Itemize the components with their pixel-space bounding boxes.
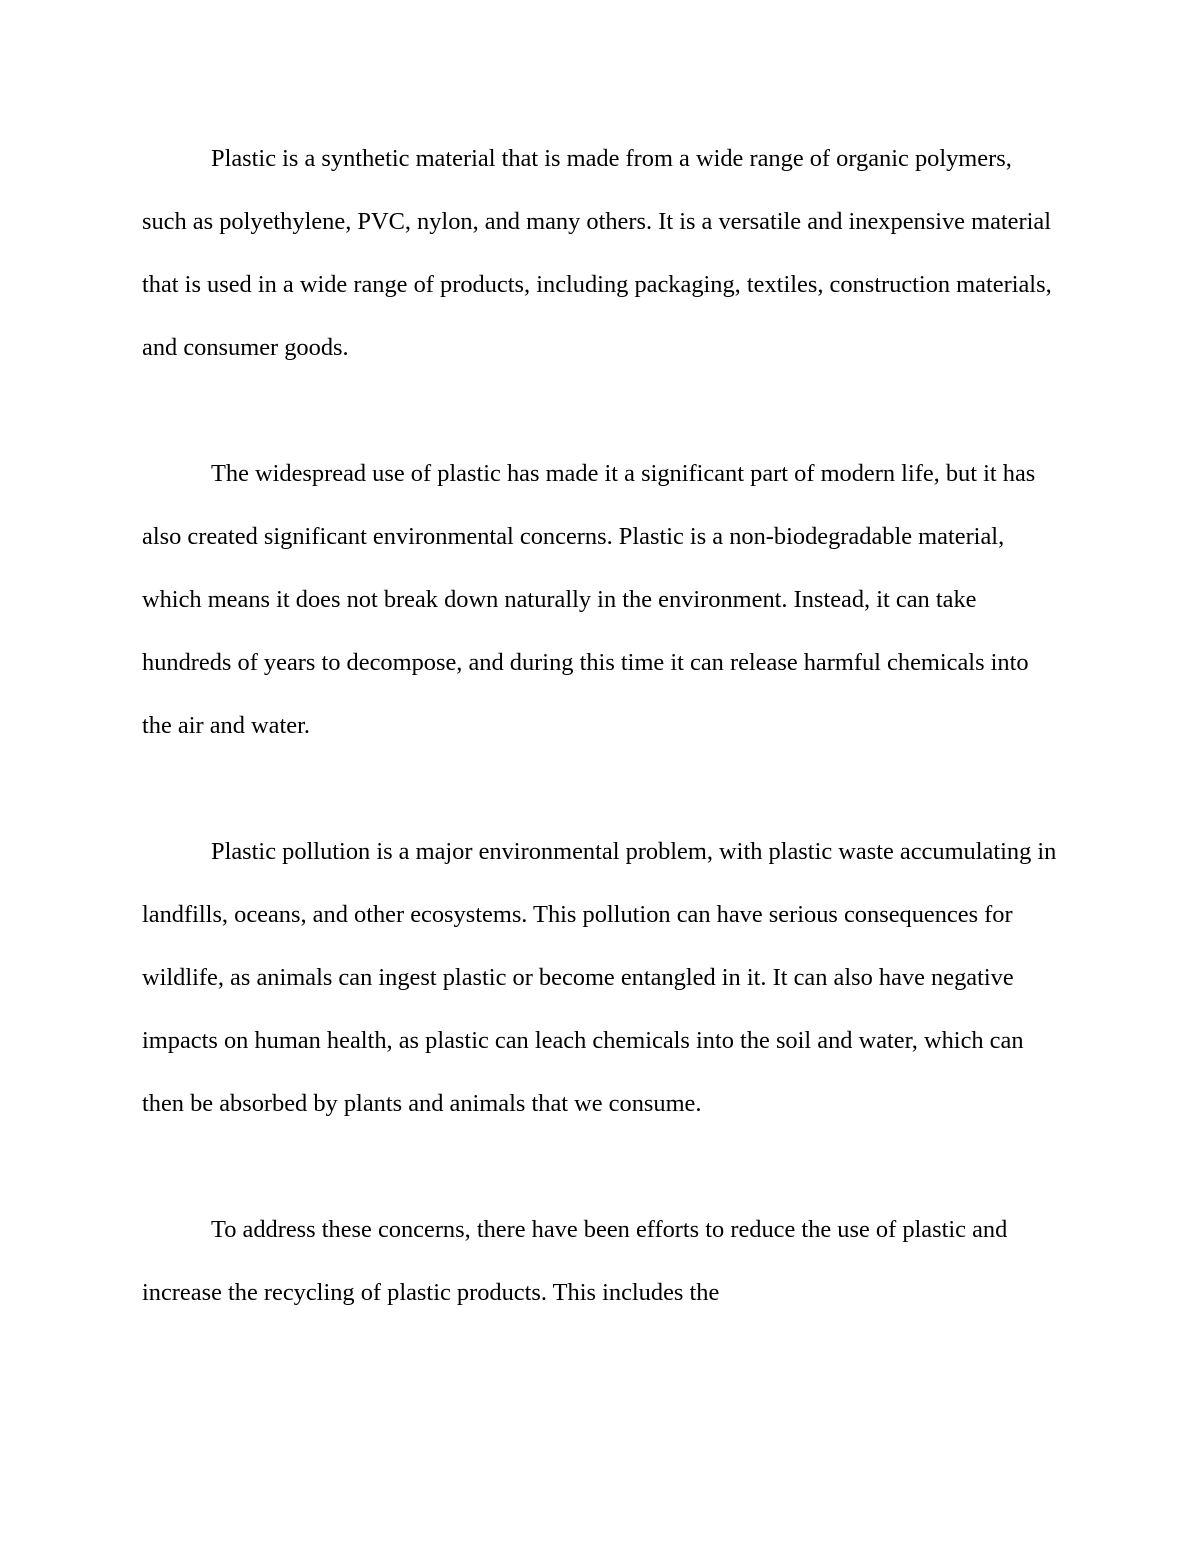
document-body [142,127,1060,1324]
paragraph-3: Plastic pollution is a major environmental problem, with plastic waste accumulating in landfills, oceans, and other ecosystems. This pollution can have serious consequences for wildlife, as animals can ingest plastic or become entangled in it. It can also have negative impacts on human health, as plastic can leach chemicals into the soil and water, which can then be absorbed by plants and animals that we consume. [142,838,1057,1117]
paragraph-4: To address these concerns, there have been efforts to reduce the use of plastic and increase the recycling of plastic products. This includes the [142,1216,1008,1306]
paragraph-2: The widespread use of plastic has made it a significant part of modern life, but it has also created significant environmental concerns. Plastic is a non-biodegradable material, which means it does not break down naturally in the environment. Instead, it can take hundreds of years to decompose, and during this time it can release harmful chemicals into the air and water. [142,460,1036,739]
paragraph-1: Plastic is a synthetic material that is made from a wide range of organic polymers, such as polyethylene, PVC, nylon, and many others. It is a versatile and inexpensive material that is used in a wide range of products, including packaging, textiles, construction materials, and consumer goods. [142,145,1052,361]
